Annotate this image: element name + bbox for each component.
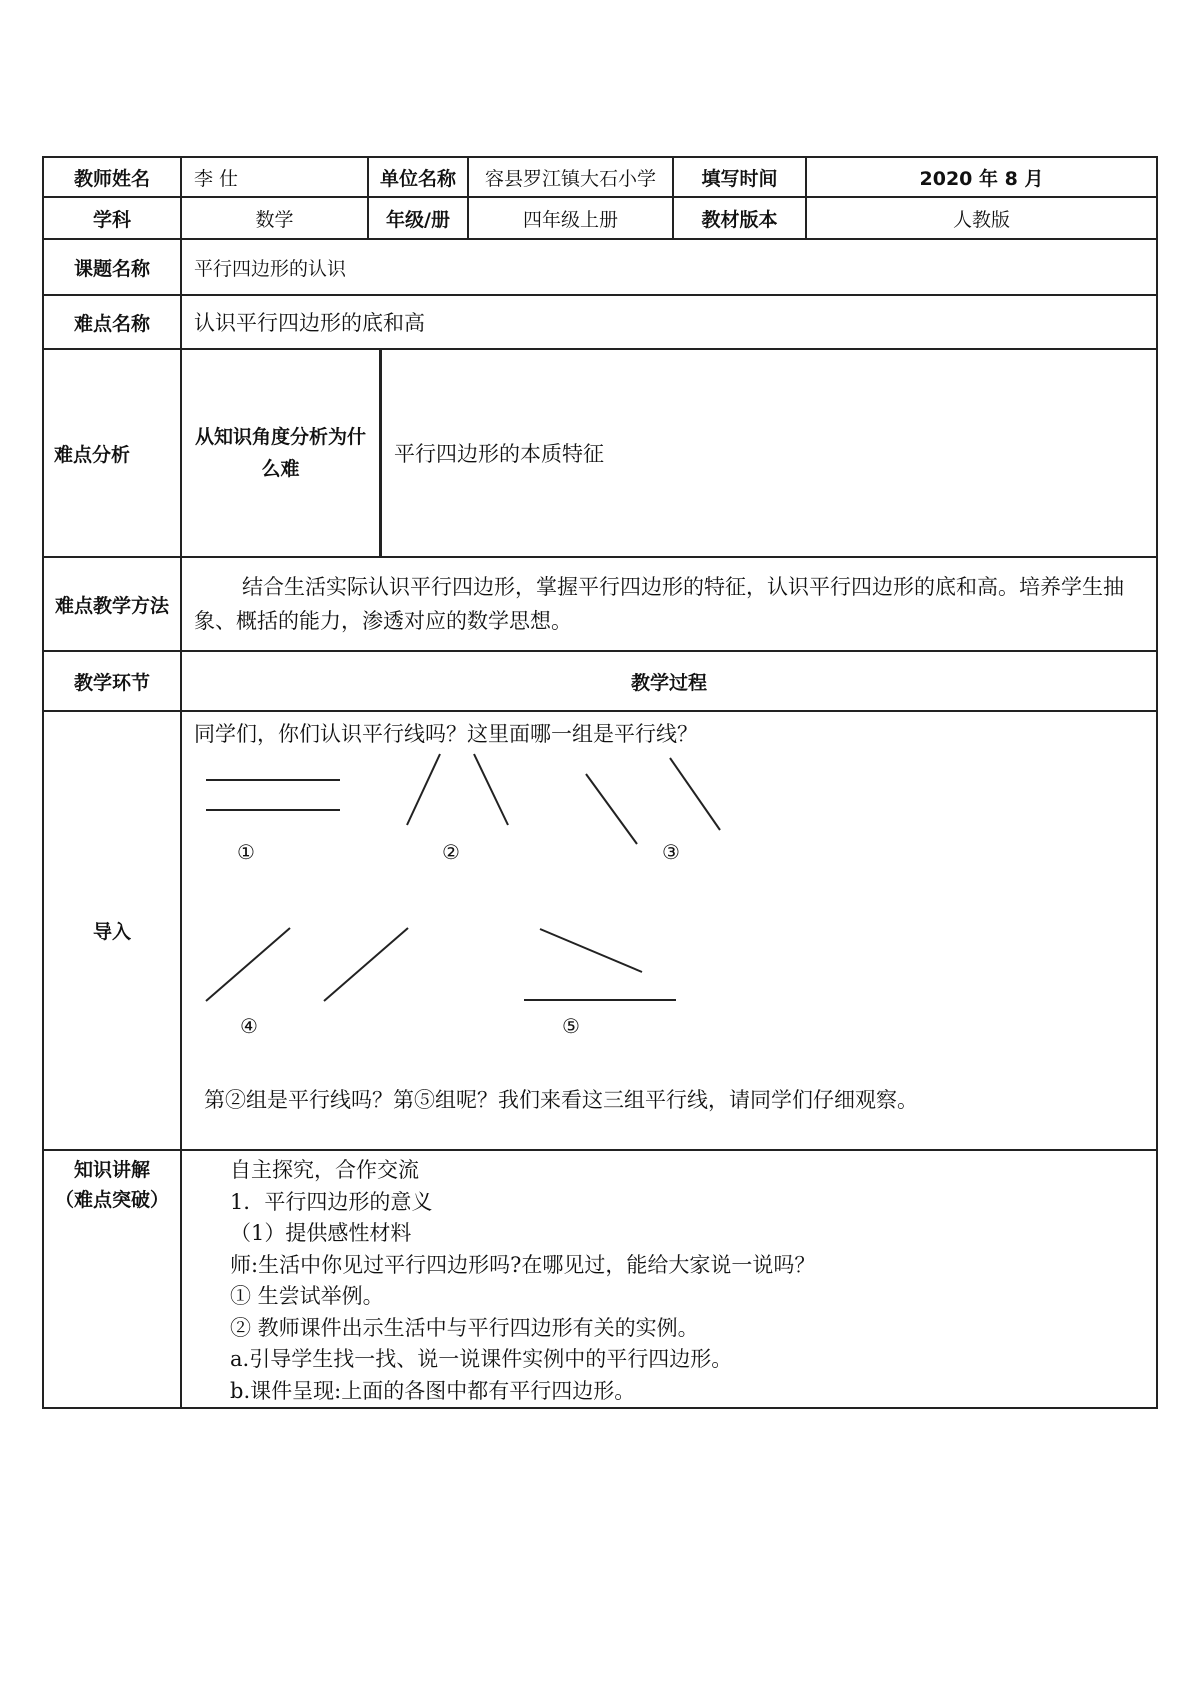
- topic-label: 课题名称: [43, 239, 181, 295]
- group2-line-b: [474, 754, 508, 825]
- intro-cell: [181, 711, 1157, 1150]
- time-label: 填写时间: [673, 157, 806, 197]
- process-header: 教学过程: [181, 651, 1157, 711]
- knowledge-line: 自主探究，合作交流: [230, 1158, 419, 1182]
- lesson-plan-table: [42, 156, 1158, 1409]
- group3-line-a: [586, 774, 637, 844]
- method-text: 结合生活实际认识平行四边形，掌握平行四边形的特征，认识平行四边形的底和高。培养学生抽象、概括的能力，渗透对应的数学思想。: [181, 557, 1157, 651]
- subject-value: 数学: [181, 197, 368, 239]
- intro-label: 导入: [43, 711, 181, 1150]
- knowledge-line: 师:生活中你见过平行四边形吗?在哪见过，能给大家说一说吗？: [230, 1252, 816, 1277]
- lesson-plan-document: [42, 156, 1156, 1409]
- figure-label-1: ①: [237, 840, 255, 864]
- group4-line-a: [206, 928, 290, 1001]
- group4-line-b: [324, 928, 408, 1001]
- edition-value: 人教版: [806, 197, 1157, 239]
- topic-value: 平行四边形的认识: [181, 239, 1157, 295]
- knowledge-line: ② 教师课件出示生活中与平行四边形有关的实例。: [230, 1315, 699, 1340]
- knowledge-line: ① 生尝试举例。: [230, 1284, 384, 1308]
- group2-line-a: [407, 754, 440, 825]
- knowledge-label-line2: （难点突破）: [54, 1189, 169, 1211]
- knowledge-line: （1）提供感性材料: [230, 1221, 412, 1245]
- knowledge-line: 1．平行四边形的意义: [230, 1189, 433, 1214]
- group5-line-a: [540, 929, 642, 972]
- knowledge-line: a.引导学生找一找、说一说课件实例中的平行四边形。: [230, 1347, 733, 1371]
- grade-label: 年级/册: [368, 197, 468, 239]
- unit-name: 容县罗江镇大石小学: [468, 157, 673, 197]
- intro-question: 同学们，你们认识平行线吗？这里面哪一组是平行线？: [194, 722, 698, 746]
- grade-value: 四年级上册: [468, 197, 673, 239]
- knowledge-label: [43, 1150, 181, 1408]
- subject-label: 学科: [43, 197, 181, 239]
- figure-label-2: ②: [442, 840, 460, 864]
- difficulty-label: 难点名称: [43, 295, 181, 349]
- figure-label-4: ④: [240, 1014, 258, 1038]
- knowledge-content: [181, 1150, 1157, 1408]
- figure-label-3: ③: [662, 840, 680, 864]
- figure-label-5: ⑤: [562, 1014, 580, 1038]
- difficulty-value: 认识平行四边形的底和高: [181, 295, 1157, 349]
- group3-line-b: [670, 758, 720, 830]
- time-value: 2020 年 8 月: [806, 157, 1157, 197]
- knowledge-label-line1: 知识讲解: [73, 1159, 150, 1181]
- method-label: 难点教学方法: [43, 557, 181, 651]
- analysis-question: 从知识角度分析为什么难: [182, 350, 382, 556]
- intro-follow-up: 第②组是平行线吗？第⑤组呢？我们来看这三组平行线，请同学们仔细观察。: [204, 1088, 918, 1112]
- analysis-answer: 平行四边形的本质特征: [394, 442, 604, 466]
- teacher-name: 李 仕: [181, 157, 368, 197]
- teacher-label: 教师姓名: [43, 157, 181, 197]
- edition-label: 教材版本: [673, 197, 806, 239]
- unit-label: 单位名称: [368, 157, 468, 197]
- analysis-cell: [181, 349, 1157, 557]
- knowledge-line: b.课件呈现:上面的各图中都有平行四边形。: [230, 1378, 636, 1403]
- analysis-label: 难点分析: [43, 349, 181, 557]
- stage-header: 教学环节: [43, 651, 181, 711]
